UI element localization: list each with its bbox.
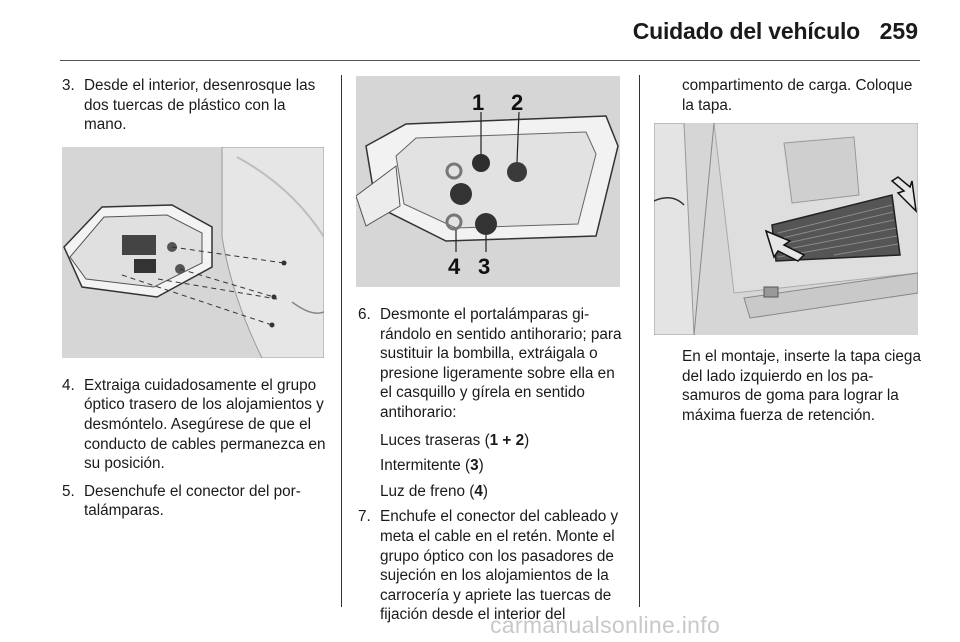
- callout-4: 4: [448, 254, 461, 279]
- sub-item-brake-light: Luz de freno (4): [380, 482, 489, 500]
- continuation-text: compartimento de carga. Coloque la tapa.: [682, 77, 913, 114]
- sub-item-turn-signal: Intermitente (3): [380, 457, 484, 475]
- page-number: 259: [879, 18, 918, 44]
- step-number: 3.: [62, 77, 75, 94]
- step-5: [62, 482, 330, 521]
- installation-note: En el montaje, inserte la tapa ciega del lado izquierdo en los pasamuros de goma para lograr la máxima fuerza de retención.: [682, 348, 921, 424]
- step-number: 4.: [62, 376, 75, 394]
- step-6: [358, 305, 628, 423]
- step-text: Extraiga cuidadosamente el grupo óptico trasero de los alojamientos y desmóntelo. Asegúrese de que el conducto de cables permanezca en su posición.: [84, 376, 326, 473]
- column-3: [656, 76, 922, 426]
- step-text: Desde el interior, desenrosque las dos tuercas de plástico con la mano.: [84, 77, 316, 134]
- taillight-removal-illustration: [62, 147, 324, 358]
- step-text: Desenchufe el conector del portalámparas.: [84, 482, 301, 520]
- step-number: 5.: [62, 482, 75, 500]
- page-header: [0, 12, 960, 52]
- step-7: [358, 507, 628, 625]
- step-number: 6.: [358, 306, 371, 323]
- callout-1: 1: [472, 90, 485, 115]
- section-title: Cuidado del vehículo: [632, 18, 860, 44]
- column-divider-2: [639, 75, 640, 607]
- callout-2: 2: [511, 90, 524, 115]
- step-3: [62, 76, 330, 135]
- step-4: [62, 376, 330, 474]
- step-number: 7.: [358, 508, 371, 526]
- column-divider-1: [341, 75, 342, 607]
- step-text: Enchufe el conector del cableado y meta el cable en el retén. Monte el grupo óptico con los pasadores de sujeción en los alojamientos de la carrocería y apriete las tuercas de fijación desde el interior del: [380, 508, 619, 624]
- cover-installation-illustration: [654, 123, 918, 335]
- bulb-holder-illustration: [356, 76, 620, 287]
- watermark: carmanualsonline.info: [490, 612, 721, 638]
- column-1: [62, 76, 330, 529]
- step-text: Desmonte el portalámparas girándolo en sentido antihorario; para sustituir la bombilla, extráigala o presione ligeramente sobre ella en el casquillo y gírela en sentido antihorario:: [380, 306, 622, 421]
- column-2: [358, 76, 628, 633]
- callout-3: 3: [478, 254, 491, 279]
- sub-item-tail-lights: Luces traseras (1 + 2): [380, 431, 530, 449]
- header-divider: [60, 60, 920, 61]
